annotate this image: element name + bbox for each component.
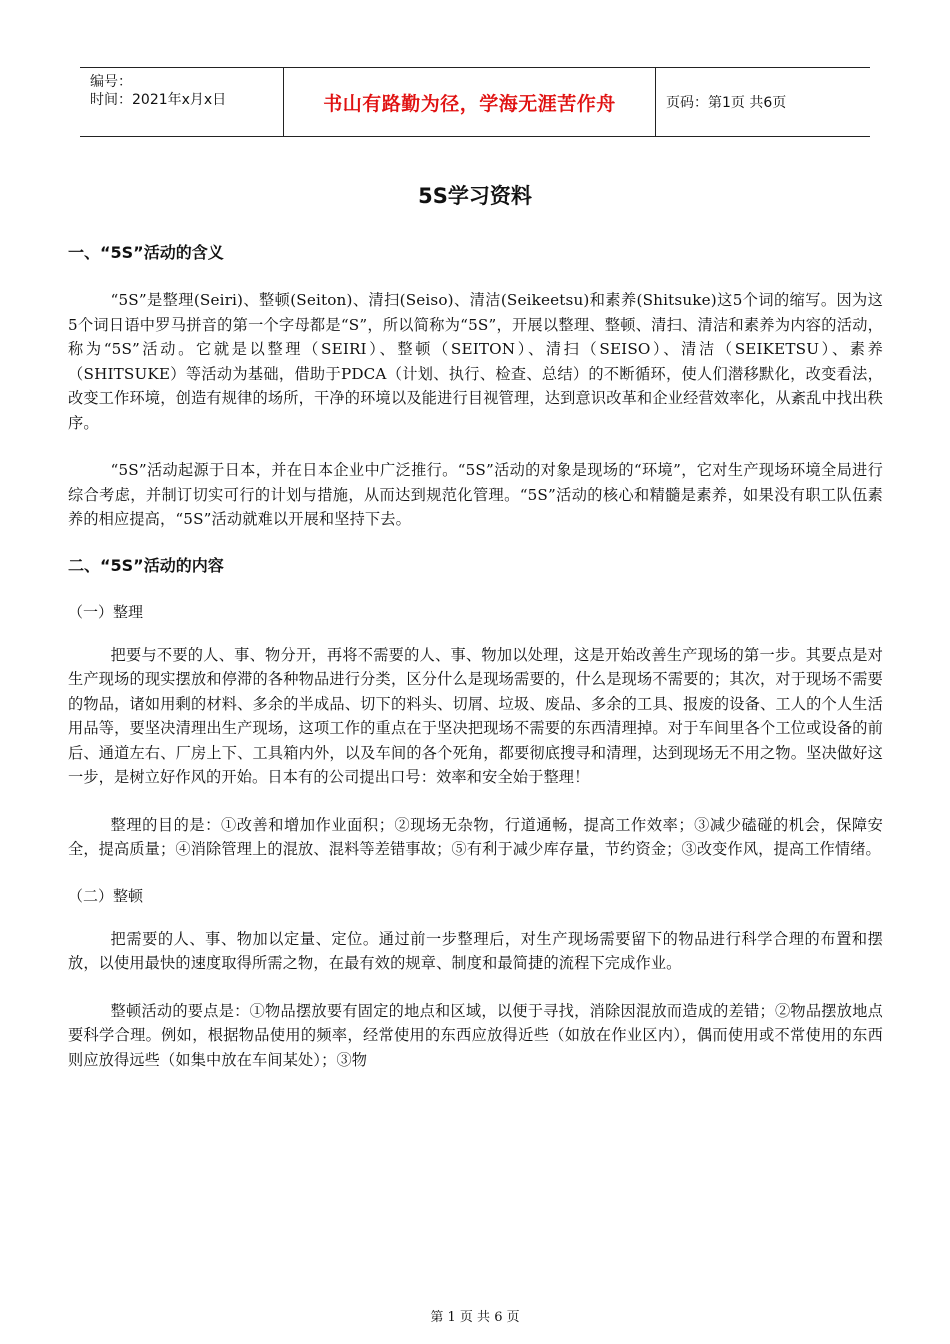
subsection-heading: （一）整理	[68, 602, 144, 621]
section-heading: 一、“5S”活动的含义	[68, 243, 224, 262]
section-heading: 二、“5S”活动的内容	[68, 555, 224, 575]
paragraph: 把需要的人、事、物加以定量、定位。通过前一步整理后，对生产现场需要留下的物品进行科学合理的布置和摆放，以使用最快的速度取得所需之物，在最有效的规章、制度和最简捷的流程下完成作业。	[68, 929, 883, 972]
paragraph: “5S”活动起源于日本，并在日本企业中广泛推行。“5S”活动的对象是现场的“环境”，它对生产现场环境全局进行综合考虑，并制订切实可行的计划与措施，从而达到规范化管理。“5S”活动的核心和精髓是素养，如果没有职工队伍素养的相应提高，“5S”活动就难以开展和坚持下去。	[68, 461, 883, 528]
paragraph: “5S”是整理(Seiri)、整顿(Seiton)、清扫(Seiso)、清洁(Seikeetsu)和素养(Shitsuke)这5个词的缩写。因为这5个词日语中罗马拼音的第一个字母都是“S”，所以简称为“5S”，开展以整理、整顿、清扫、清洁和素养为内容的活动，称为“5S”活动。它就是以整理（SEIRI）、整顿（SEITON）、清扫（SEISO）、清洁（SEIKETSU）、素养（SHITSUKE）等活动为基础，借助于PDCA（计划、执行、检查、总结）的不断循环，使人们潜移默化，改变看法，改变工作环境，创造有规律的场所，干净的环境以及能进行目视管理，达到意识改革和企业经营效率化，从紊乱中找出秩序。	[68, 291, 883, 432]
document-title: 5S学习资料	[418, 184, 532, 208]
paragraph: 整理的目的是：①改善和增加作业面积；②现场无杂物，行道通畅，提高工作效率；③减少磕碰的机会，保障安全，提高质量；④消除管理上的混放、混料等差错事故；⑤有利于减少库存量，节约资金；③改变作风，提高工作情绪。	[68, 815, 883, 858]
header-page-info: 页码：第1页 共6页	[666, 95, 787, 111]
subsection-heading: （二）整顿	[68, 886, 144, 905]
document-body	[68, 242, 883, 1095]
paragraph: 整顿活动的要点是：①物品摆放要有固定的地点和区域，以便于寻找，消除因混放而造成的差错；②物品摆放地点要科学合理。例如，根据物品使用的频率，经常使用的东西应放得近些（如放在作业区内），偶而使用或不常使用的东西则应放得远些（如集中放在车间某处）；③物	[68, 1001, 883, 1069]
document-number-label: 编号：	[90, 74, 132, 90]
header-motto: 书山有路勤为径，学海无涯苦作舟	[283, 68, 656, 136]
header-meta	[80, 68, 283, 136]
paragraph: 把要与不要的人、事、物分开，再将不需要的人、事、物加以处理，这是开始改善生产现场的第一步。其要点是对生产现场的现实摆放和停滞的各种物品进行分类，区分什么是现场需要的，什么是现场不需要的；其次，对于现场不需要的物品，诸如用剩的材料、多余的半成品、切下的料头、切屑、垃圾、废品、多余的工具、报废的设备、工人的个人生活用品等，要坚决清理出生产现场，这项工作的重点在于坚决把现场不需要的东西清理掉。对于车间里各个工位或设备的前后、通道左右、厂房上下、工具箱内外，以及车间的各个死角，都要彻底搜寻和清理，达到现场无不用之物。坚决做好这一步，是树立好作风的开始。日本有的公司提出口号：效率和安全始于整理！	[68, 645, 883, 786]
page-footer: 第 1 页 共 6 页	[430, 1310, 520, 1325]
document-date: 时间：2021年x月x日	[90, 92, 227, 108]
page-header	[80, 67, 870, 137]
